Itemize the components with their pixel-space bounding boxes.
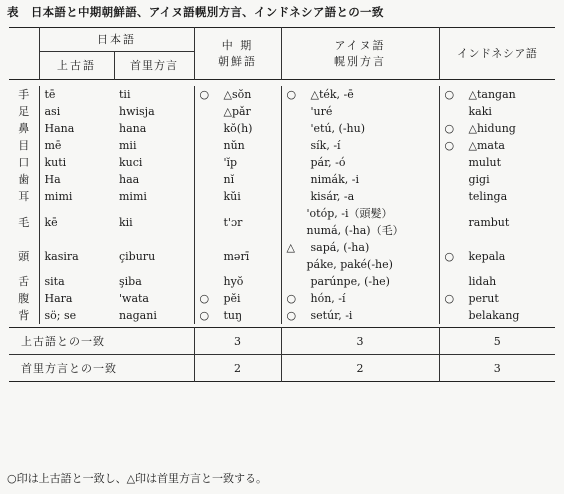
caption-label: 表 [7, 5, 19, 19]
japanese-header: 日本語 [39, 28, 194, 52]
table-row: 目 mē mii nŭn sík, -í ○ △mata [9, 137, 555, 154]
ainu-head-cell: △ sapá, (-ha) páke, paké(-he) [281, 239, 439, 273]
summary-row-old-japanese: 上古語との一致 3 3 5 [9, 328, 555, 355]
table-caption [7, 4, 384, 20]
table-row: 足 asi hwisja △pǎr 'uré kaki [9, 103, 555, 120]
caption-title: 日本語と中期朝鮮語、アイヌ語幌別方言、インドネシア語との一致 [30, 5, 384, 19]
ainu-hair-cell: 'otóp, -i（頭髪） numá, (-ha)（毛） [281, 205, 439, 239]
table-row: 腹 Hara 'wata ○ pĕi ○ hón, -í ○ perut [9, 290, 555, 307]
table-row: 耳 mimi mimi kŭi kisár, -a telinga [9, 188, 555, 205]
comparison-table [9, 27, 555, 382]
footnote: ○印は上古語と一致し、△印は首里方言と一致する。 [7, 472, 268, 485]
table-row: 舌 sita şiba hyŏ parúnpe, (-he) lidah [9, 273, 555, 290]
old-japanese-header: 上古語 [39, 52, 114, 80]
summary-row-shuri: 首里方言との一致 2 2 3 [9, 355, 555, 382]
shuri-header: 首里方言 [114, 52, 194, 80]
table-row: 歯 Ha haa nĭ nimák, -i gigi [9, 171, 555, 188]
header-row-1 [9, 28, 555, 52]
table-row: 手 tē tii ○ △sŏn ○ △ték, -ē ○ △tangan [9, 86, 555, 103]
indonesian-header: インドネシア語 [439, 28, 555, 80]
korean-header: 中 期 朝鮮語 [194, 28, 281, 80]
table-row: 毛 kē kii t'ɔr 'otóp, -i（頭髪） numá, (-ha)（毛） rambut [9, 205, 555, 239]
table-row: 鼻 Hana hana kŏ(h) 'etú, (-hu) ○ △hidung [9, 120, 555, 137]
table-row: 背 sö; se nagani ○ tuŋ ○ setúr, -i belakang [9, 307, 555, 324]
ainu-header: アイヌ語 幌別方言 [281, 28, 439, 80]
table-row: 口 kuti kuci 'ĭp pár, -ó mulut [9, 154, 555, 171]
table-row: 頭 kasira çiburu mərī △ sapá, (-ha) páke, paké(-he) ○ kepala [9, 239, 555, 273]
